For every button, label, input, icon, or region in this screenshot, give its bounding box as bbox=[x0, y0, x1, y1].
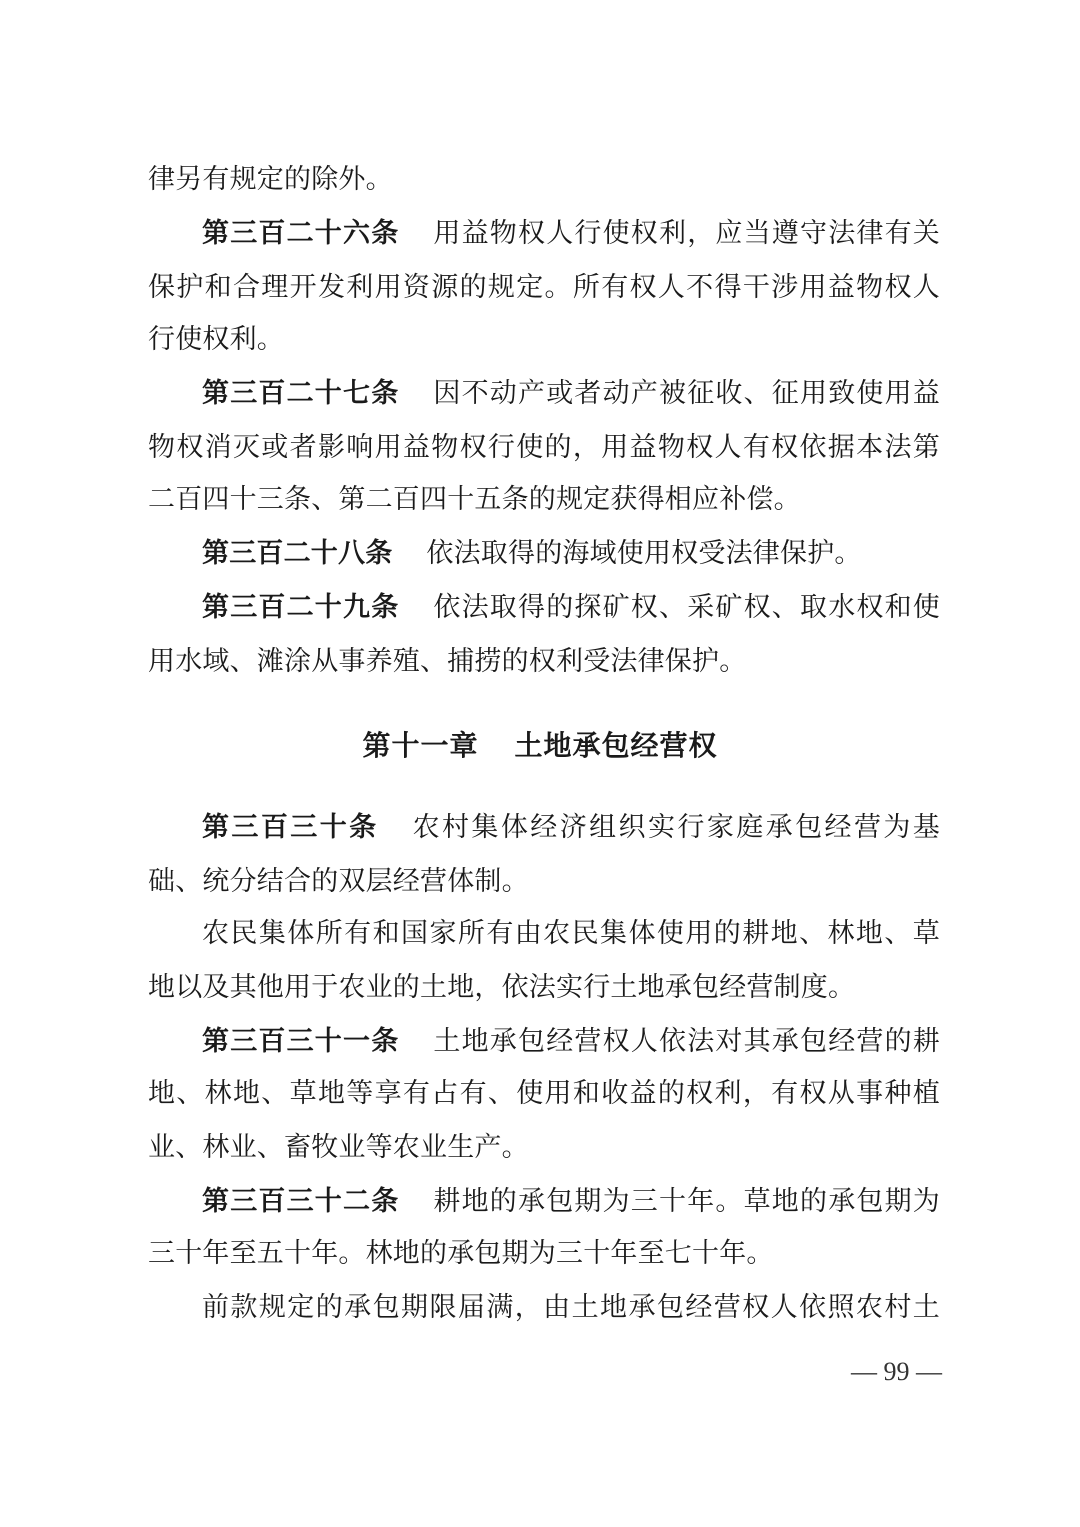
text-line: 行使权利。 bbox=[148, 324, 284, 355]
article-330-line bbox=[202, 802, 940, 854]
article-326-line bbox=[202, 208, 940, 260]
article-text: 土地承包经营权人依法对其承包经营的耕 bbox=[433, 1026, 940, 1057]
text-line: 地以及其他用于农业的土地，依法实行土地承包经营制度。 bbox=[148, 972, 856, 1003]
text-line: 二百四十三条、第二百四十五条的规定获得相应补偿。 bbox=[148, 484, 801, 515]
article-heading: 第三百三十条 bbox=[202, 812, 379, 843]
text-line: 律另有规定的除外。 bbox=[148, 164, 393, 195]
article-text: 依法取得的海域使用权受法律保护。 bbox=[426, 538, 862, 569]
article-heading: 第三百三十二条 bbox=[202, 1186, 400, 1217]
article-heading: 第三百三十一条 bbox=[202, 1026, 400, 1057]
text-line: 保护和合理开发利用资源的规定。所有权人不得干涉用益物权人 bbox=[148, 272, 940, 303]
text-line: 三十年至五十年。林地的承包期为三十年至七十年。 bbox=[148, 1238, 774, 1269]
text-line: 业、林业、畜牧业等农业生产。 bbox=[148, 1132, 529, 1163]
text-line: 前款规定的承包期限届满，由土地承包经营权人依照农村土 bbox=[202, 1292, 940, 1323]
text-line: 础、统分结合的双层经营体制。 bbox=[148, 866, 529, 897]
article-heading: 第三百二十六条 bbox=[202, 218, 400, 249]
page-number: — 99 — bbox=[851, 1357, 942, 1386]
chapter-number: 第十一章 bbox=[362, 729, 479, 762]
article-text: 用益物权人行使权利，应当遵守法律有关 bbox=[433, 218, 940, 249]
article-text: 农村集体经济组织实行家庭承包经营为基 bbox=[412, 812, 940, 843]
article-331-line bbox=[202, 1016, 940, 1068]
article-heading: 第三百二十八条 bbox=[202, 538, 393, 569]
article-332-line bbox=[202, 1176, 940, 1228]
chapter-title: 土地承包经营权 bbox=[514, 729, 718, 762]
article-329-line bbox=[202, 582, 940, 634]
article-heading: 第三百二十七条 bbox=[202, 378, 400, 409]
chapter-heading bbox=[0, 718, 1080, 774]
article-327-line bbox=[202, 368, 940, 420]
article-text: 依法取得的探矿权、采矿权、取水权和使 bbox=[433, 592, 940, 623]
article-328-line bbox=[202, 528, 940, 580]
article-text: 因不动产或者动产被征收、征用致使用益 bbox=[433, 378, 940, 409]
article-heading: 第三百二十九条 bbox=[202, 592, 400, 623]
text-line: 地、林地、草地等享有占有、使用和收益的权利，有权从事种植 bbox=[148, 1078, 940, 1109]
text-line: 农民集体所有和国家所有由农民集体使用的耕地、林地、草 bbox=[202, 918, 940, 949]
text-line: 物权消灭或者影响用益物权行使的，用益物权人有权依据本法第 bbox=[148, 432, 940, 463]
text-line: 用水域、滩涂从事养殖、捕捞的权利受法律保护。 bbox=[148, 646, 747, 677]
article-text: 耕地的承包期为三十年。草地的承包期为 bbox=[433, 1186, 940, 1217]
